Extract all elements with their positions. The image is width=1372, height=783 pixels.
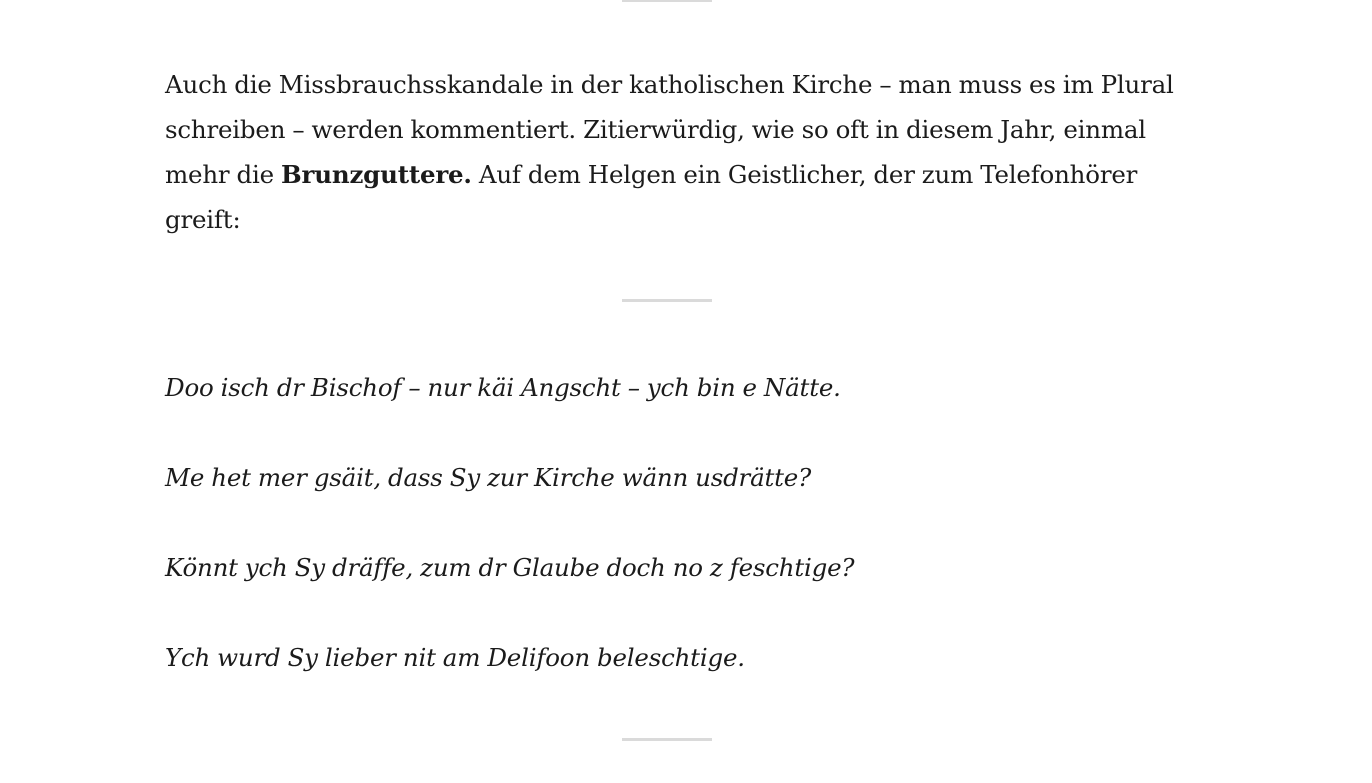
poem-line: Doo isch dr Bischof – nur käi Angscht – ych bin e Nätte.	[165, 373, 841, 402]
poem-block	[165, 365, 1175, 725]
paragraph-text-outro: Auf dem Helgen ein Geistlicher, der zum Telefonhörer greift:	[165, 160, 1138, 234]
section-divider-bottom	[622, 738, 712, 741]
section-divider-middle	[622, 299, 712, 302]
section-divider-top	[622, 0, 712, 2]
paragraph-text-intro: Auch die Missbrauchsskandale in der katholischen Kirche – man muss es im Plural schreiben – werden kommentiert. Zitierwürdig, wie so oft in diesem Jahr, einmal mehr die	[165, 70, 1174, 189]
article-body	[165, 62, 1175, 242]
poem-line: Ych wurd Sy lieber nit am Delifoon beleschtige.	[165, 643, 745, 672]
paragraph-bold-name: Brunzguttere.	[281, 160, 472, 189]
poem-line: Könnt ych Sy dräffe, zum dr Glaube doch no z feschtige?	[165, 553, 855, 582]
article-paragraph	[165, 62, 1175, 242]
poem-line: Me het mer gsäit, dass Sy zur Kirche wänn usdrätte?	[165, 463, 811, 492]
